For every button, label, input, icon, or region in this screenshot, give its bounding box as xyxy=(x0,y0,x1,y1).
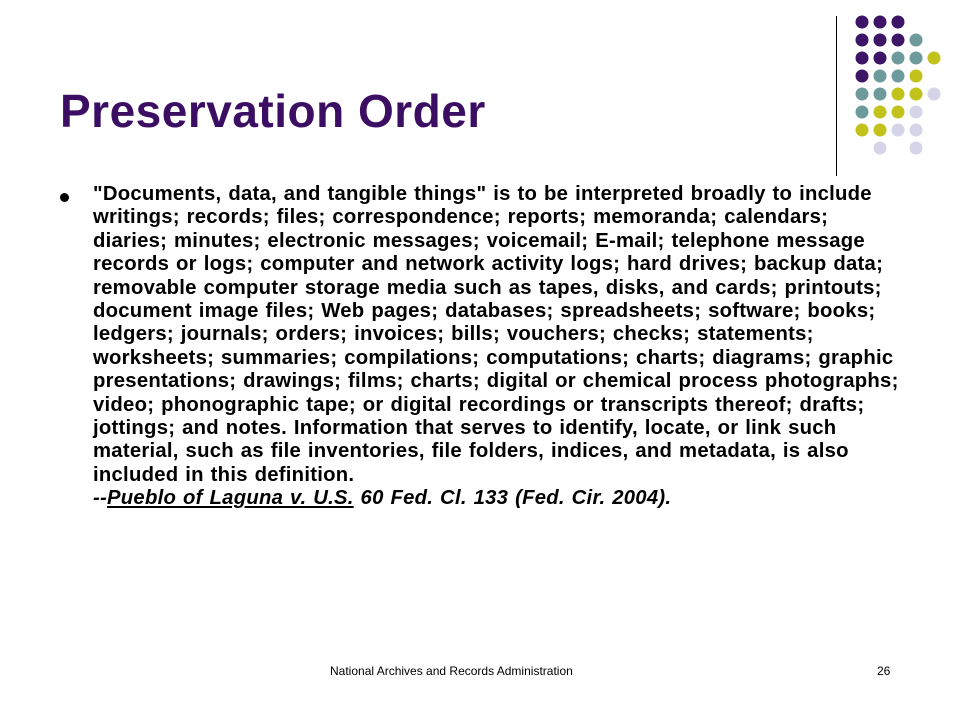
dot-purple xyxy=(856,16,869,29)
footer-page-number: 26 xyxy=(877,664,891,678)
citation xyxy=(93,487,900,510)
bullet-paragraph xyxy=(93,183,900,511)
dot-olive xyxy=(892,88,905,101)
dot-lavender xyxy=(910,142,923,155)
footer-organization: National Archives and Records Administration xyxy=(330,664,573,678)
dot-lavender xyxy=(892,124,905,137)
dot-purple xyxy=(856,70,869,83)
dot-olive xyxy=(892,106,905,119)
bullet-list xyxy=(60,183,900,511)
dot-purple xyxy=(874,34,887,47)
dot-purple xyxy=(856,34,869,47)
dot-lavender xyxy=(910,106,923,119)
dot-purple xyxy=(856,52,869,65)
bullet-text: "Documents, data, and tangible things" is to be interpreted broadly to include writings; records; files; correspondence; reports; memoranda; calendars; diaries; minutes; electronic messages; voicemail; E-mail; telephone message records or logs; computer and network activity logs; hard drives; backup data; removable computer storage media such as tapes, disks, and cards; printouts; document image files; Web pages; databases; spreadsheets; software; books; ledgers; journals; orders; invoices; bills; vouchers; checks; statements; worksheets; summaries; compilations; computations; charts; diagrams; graphic presentations; drawings; films; charts; digital or chemical process photographs; video; phonographic tape; or digital recordings or transcripts thereof; drafts; jottings; and notes. Information that serves to identify, locate, or link such material, such as file inventories, file folders, indices, and metadata, is also included in this definition. xyxy=(93,183,899,486)
dot-olive xyxy=(928,52,941,65)
dot-teal xyxy=(856,88,869,101)
dot-olive xyxy=(856,124,869,137)
title-divider-line xyxy=(836,16,837,176)
dot-purple xyxy=(874,52,887,65)
dot-purple xyxy=(874,16,887,29)
dot-teal xyxy=(892,52,905,65)
dot-teal xyxy=(874,88,887,101)
dot-olive xyxy=(910,88,923,101)
dot-purple xyxy=(892,16,905,29)
dot-olive xyxy=(874,124,887,137)
dot-purple xyxy=(892,34,905,47)
dot-lavender xyxy=(928,88,941,101)
citation-reference: 60 Fed. Cl. 133 (Fed. Cir. 2004). xyxy=(353,487,672,510)
dot-olive xyxy=(874,106,887,119)
dot-lavender xyxy=(910,124,923,137)
dot-teal xyxy=(910,52,923,65)
citation-prefix: -- xyxy=(93,487,108,510)
dot-lavender xyxy=(874,142,887,155)
bullet-dot-icon xyxy=(60,193,69,202)
dot-teal xyxy=(874,70,887,83)
slide-title: Preservation Order xyxy=(60,85,486,137)
dot-teal xyxy=(892,70,905,83)
citation-case-name: Pueblo of Laguna v. U.S. xyxy=(107,487,354,510)
dot-olive xyxy=(910,70,923,83)
dot-teal xyxy=(910,34,923,47)
dot-teal xyxy=(856,106,869,119)
